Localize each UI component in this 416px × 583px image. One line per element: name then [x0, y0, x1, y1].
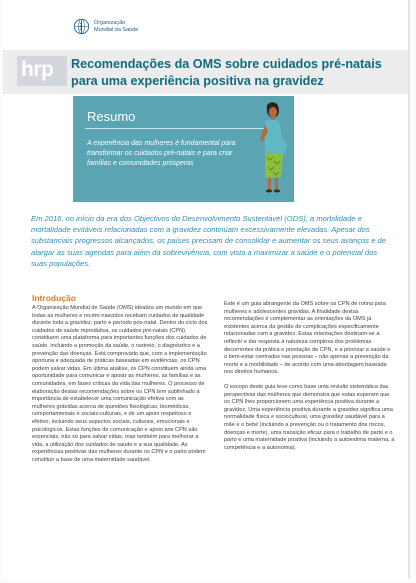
- right-paragraph-2: O escopo deste guia teve como base uma revisão sistemática das perspectivas das mulheres que demonstra que estas esperam que os CPN lhes proporcionem uma experiência positiva durante a gravidez. Uma experiência positiva durante a gravidez significa uma normalidade física e sociocultural, uma gravidez saudável para a mãe e o bebé (incluindo a prevenção ou o tratamento dos riscos, doenças e morte), uma transição eficaz para o trabalho de parto e o parto e uma maternidade positiva (incluindo a autoestima materna, a competência e a autonomia).: [224, 383, 395, 451]
- hrp-logo-text: hrp: [21, 58, 54, 81]
- title-line1: Recomendações da OMS sobre cuidados pré-natais: [71, 57, 382, 71]
- summary-text: A experiência das mulheres é fundamental para transformar os cuidados pré-natais e para criar famílias e comunidades prósperas: [87, 140, 236, 167]
- document-title: [71, 56, 401, 90]
- summary-heading: Resumo: [87, 109, 136, 124]
- who-logo-block: [73, 18, 138, 35]
- who-name-line2: Mundial da Saúde: [94, 26, 139, 33]
- who-name-line1: Organização: [94, 20, 126, 26]
- introduction-body: A Organização Mundial de Saúde (OMS) idealiza um mundo em que todas as mulheres e recém-nascidos recebam cuidados de qualidade durante toda a gravidez, parto e período pós-natal. Dentro do ciclo dos cuidados de saúde reprodutiva, os cuidados pré-natais (CPN) constituem uma plataforma para importantes funções dos cuidados de saúde, incluindo a promoção da saúde, o rastreio, o diagnóstico e a prevenção das doenças. Está comprovado que, com a implementação oportuna e adequada de práticas baseadas em evidências, os CPN podem salvar vidas. Em última análise, os CPN constituem ainda uma oportunidade para comunicar e apoiar as mulheres, as famílias e as comunidades, em fases críticas da vida das mulheres. O processo de elaboração destas recomendações sobre os CPN tem sublinhado a importância de estabelecer uma comunicação efetiva com as mulheres grávidas acerca de questões fisiológicas, biomédicas, comportamentais e sociais-culturais, e de um apoio respeitoso e efetivo, incluindo seus aspectos sociais, culturais, emocionais e psicológicos. Estas funções de comunicação e apoio aos CPN são essenciais, não só para salvar vidas, mas também para melhorar a vida, a utilização dos cuidados de saúde e a sua qualidade. As experiências positivas das mulheres durante os CPN e o parto podem constituir a base de uma maternidade saudável.: [32, 305, 208, 463]
- who-name: [94, 20, 138, 33]
- right-column: [224, 301, 395, 459]
- intro-statement: Em 2016, no início da era dos Objectivos do Desenvolvimento Sustentável (ODS), a morbilidade e mortalidade evitáveis relacionadas com a gravidez continuam excessivamente elevadas. Apesar dos substanciais progressos alcançados, os países precisam de consolidar e aumentar os seus avanços e de alargar as suas agendas para além da sobrevivência, com vista a maximizar a saúde e o potencial dos suas populações.: [31, 214, 386, 268]
- right-paragraph-1: Este é um guia abrangente da OMS sobre os CPN de rotina para mulheres e adolescentes grávidas. A finalidade destas recomendações é complementar as orientações da OMS já existentes acerca da gestão de complicações especificamente relacionadas com a gravidez. Estas orientações destinam-se a reflectir e dar resposta à natureza complexa dos problemas decorrentes da prática e prestação de CPN, e a priorizar a saúde e o bem-estar centrados nas pessoas – não apenas a prevenção da morte e a morbilidade – de acordo com uma abordagem baseada nos direitos humanos.: [224, 301, 391, 376]
- document-page: [3, 0, 410, 579]
- title-line2: para uma experiência positiva na gravidez: [71, 74, 324, 88]
- pregnant-woman-illustration: [247, 99, 297, 195]
- summary-divider: [85, 128, 270, 129]
- introduction-heading: Introdução: [32, 293, 76, 303]
- who-emblem-icon: [73, 18, 90, 35]
- hrp-logo: [17, 56, 67, 86]
